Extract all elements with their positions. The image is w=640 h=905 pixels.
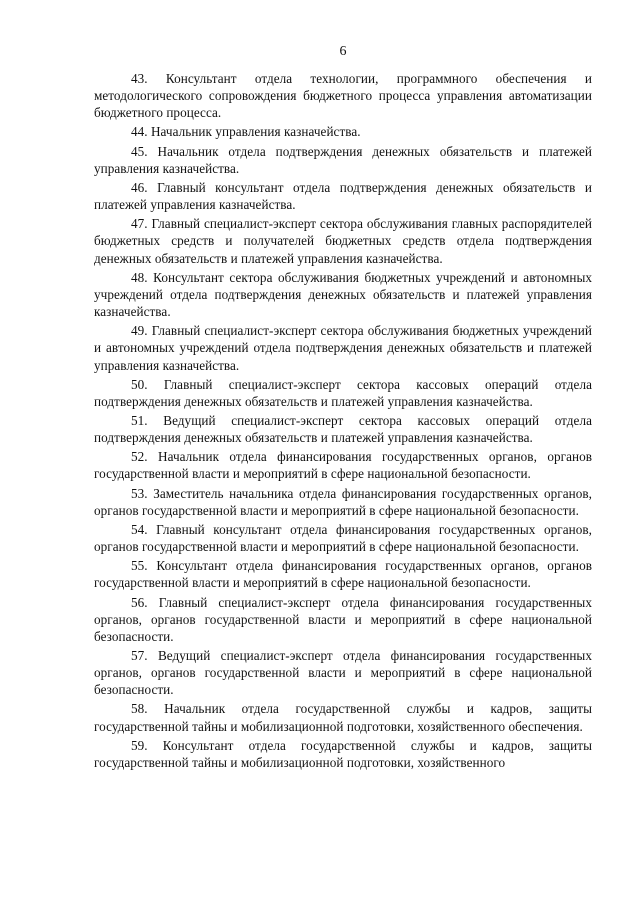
- list-item: 47. Главный специалист-эксперт сектора обслуживания главных распорядителей бюджетных средств и получателей бюджетных средств отдела подтверждения денежных обязательств и платежей управления казначейства.: [94, 216, 592, 266]
- list-item: 43. Консультант отдела технологии, программного обеспечения и методологического сопровождения бюджетного процесса управления автоматизации бюджетного процесса.: [94, 71, 592, 121]
- list-item: 57. Ведущий специалист-эксперт отдела финансирования государственных органов, органов государственной власти и мероприятий в сфере национальной безопасности.: [94, 648, 592, 698]
- list-item: 52. Начальник отдела финансирования государственных органов, органов государственной власти и мероприятий в сфере национальной безопасности.: [94, 449, 592, 482]
- list-item: 58. Начальник отдела государственной службы и кадров, защиты государственной тайны и мобилизационной подготовки, хозяйственного обеспечения.: [94, 701, 592, 734]
- position-list: [94, 70, 592, 771]
- list-item: 59. Консультант отдела государственной службы и кадров, защиты государственной тайны и мобилизационной подготовки, хозяйственного: [94, 737, 592, 770]
- list-item: 46. Главный консультант отдела подтверждения денежных обязательств и платежей управления казначейства.: [94, 179, 592, 213]
- list-item: 54. Главный консультант отдела финансирования государственных органов, органов государственной власти и мероприятий в сфере национальной безопасности.: [94, 521, 592, 555]
- list-item: 53. Заместитель начальника отдела финансирования государственных органов, органов государственной власти и мероприятий в сфере национальной безопасности.: [94, 485, 592, 518]
- list-item: 48. Консультант сектора обслуживания бюджетных учреждений и автономных учреждений отдела подтверждения денежных обязательств и платежей управления казначейства.: [94, 269, 592, 320]
- list-item: 55. Консультант отдела финансирования государственных органов, органов государственной власти и мероприятий в сфере национальной безопасности.: [94, 558, 592, 591]
- list-item: 56. Главный специалист-эксперт отдела финансирования государственных органов, органов государственной власти и мероприятий в сфере национальной безопасности.: [94, 594, 592, 644]
- list-item: 50. Главный специалист-эксперт сектора кассовых операций отдела подтверждения денежных обязательств и платежей управления казначейства.: [94, 376, 592, 409]
- list-item: 51. Ведущий специалист-эксперт сектора кассовых операций отдела подтверждения денежных обязательств и платежей управления казначейства.: [94, 412, 592, 446]
- document-page: [94, 44, 592, 773]
- list-item: 45. Начальник отдела подтверждения денежных обязательств и платежей управления казначейства.: [94, 143, 592, 176]
- list-item: 44. Начальник управления казначейства.: [131, 124, 361, 140]
- page-number: 6: [339, 44, 347, 59]
- list-item: 49. Главный специалист-эксперт сектора обслуживания бюджетных учреждений и автономных учреждений отдела подтверждения денежных обязательств и платежей управления казначейства.: [94, 323, 592, 373]
